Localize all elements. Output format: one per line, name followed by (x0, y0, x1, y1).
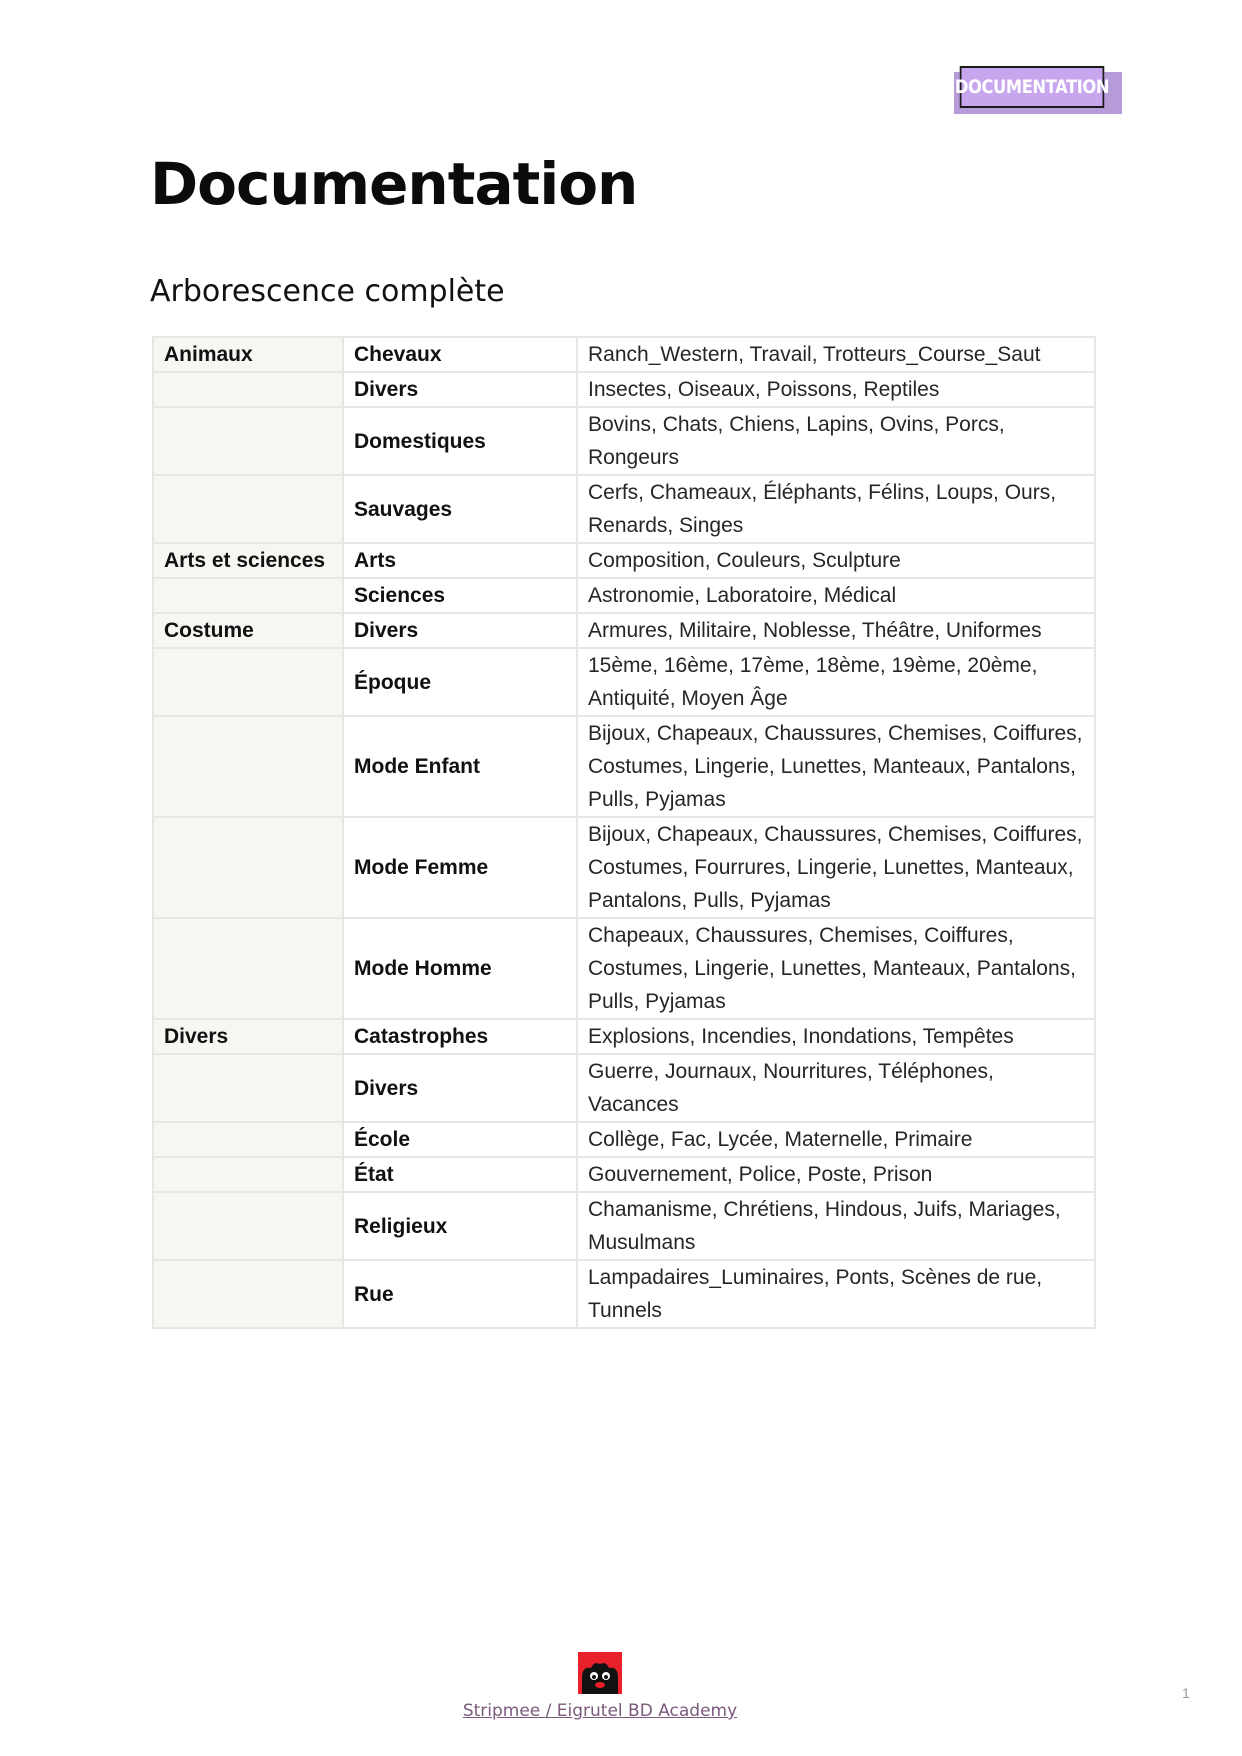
table-row (153, 1019, 1095, 1054)
subcategory-cell: Catastrophes (343, 1019, 577, 1054)
category-cell: Divers (153, 1019, 343, 1054)
section-title: Arborescence complète (150, 274, 505, 309)
table-row (153, 613, 1095, 648)
items-cell: Gouvernement, Police, Poste, Prison (577, 1157, 1095, 1192)
subcategory-cell: École (343, 1122, 577, 1157)
items-cell: Astronomie, Laboratoire, Médical (577, 578, 1095, 613)
category-cell (153, 918, 343, 1019)
page-number: 1 (1182, 1685, 1190, 1701)
category-cell (153, 716, 343, 817)
category-cell (153, 1157, 343, 1192)
subcategory-cell: Divers (343, 1054, 577, 1122)
category-cell: Arts et sciences (153, 543, 343, 578)
category-cell: Animaux (153, 337, 343, 372)
items-cell: Bovins, Chats, Chiens, Lapins, Ovins, Porcs, Rongeurs (577, 407, 1095, 475)
table-row (153, 1054, 1095, 1122)
table-row (153, 337, 1095, 372)
monster-logo-icon (578, 1652, 622, 1699)
subcategory-cell: Arts (343, 543, 577, 578)
category-cell (153, 475, 343, 543)
items-cell: Chapeaux, Chaussures, Chemises, Coiffures, Costumes, Lingerie, Lunettes, Manteaux, Pantalons, Pulls, Pyjamas (577, 918, 1095, 1019)
items-cell: Insectes, Oiseaux, Poissons, Reptiles (577, 372, 1095, 407)
subcategory-cell: Mode Femme (343, 817, 577, 918)
subcategory-cell: Sauvages (343, 475, 577, 543)
table-row (153, 1122, 1095, 1157)
category-cell: Costume (153, 613, 343, 648)
category-cell (153, 648, 343, 716)
table-row (153, 1192, 1095, 1260)
items-cell: Collège, Fac, Lycée, Maternelle, Primaire (577, 1122, 1095, 1157)
category-tree-body (153, 337, 1095, 1328)
table-row (153, 1157, 1095, 1192)
category-tree-table (152, 336, 1096, 1329)
footer-credit-link[interactable]: Stripmee / Eigrutel BD Academy (462, 1701, 738, 1721)
category-cell (153, 1192, 343, 1260)
subcategory-cell: Époque (343, 648, 577, 716)
items-cell: Bijoux, Chapeaux, Chaussures, Chemises, Coiffures, Costumes, Lingerie, Lunettes, Manteaux, Pantalons, Pulls, Pyjamas (577, 716, 1095, 817)
category-cell (153, 578, 343, 613)
table-row (153, 918, 1095, 1019)
table-row (153, 578, 1095, 613)
items-cell: Composition, Couleurs, Sculpture (577, 543, 1095, 578)
table-row (153, 648, 1095, 716)
badge-label: DOCUMENTATION (960, 66, 1104, 108)
category-cell (153, 372, 343, 407)
items-cell: Ranch_Western, Travail, Trotteurs_Course_Saut (577, 337, 1095, 372)
items-cell: 15ème, 16ème, 17ème, 18ème, 19ème, 20ème, Antiquité, Moyen Âge (577, 648, 1095, 716)
category-cell (153, 1054, 343, 1122)
subcategory-cell: Mode Enfant (343, 716, 577, 817)
table-row (153, 1260, 1095, 1328)
items-cell: Chamanisme, Chrétiens, Hindous, Juifs, Mariages, Musulmans (577, 1192, 1095, 1260)
items-cell: Bijoux, Chapeaux, Chaussures, Chemises, Coiffures, Costumes, Fourrures, Lingerie, Lunettes, Manteaux, Pantalons, Pulls, Pyjamas (577, 817, 1095, 918)
subcategory-cell: Mode Homme (343, 918, 577, 1019)
page-title: Documentation (150, 150, 638, 218)
table-row (153, 407, 1095, 475)
table-row (153, 716, 1095, 817)
documentation-badge (948, 66, 1116, 108)
table-row (153, 475, 1095, 543)
category-cell (153, 407, 343, 475)
items-cell: Explosions, Incendies, Inondations, Tempêtes (577, 1019, 1095, 1054)
table-row (153, 817, 1095, 918)
category-cell (153, 1260, 343, 1328)
subcategory-cell: Divers (343, 372, 577, 407)
table-row (153, 372, 1095, 407)
subcategory-cell: Sciences (343, 578, 577, 613)
footer (0, 1652, 1200, 1721)
table-row (153, 543, 1095, 578)
category-cell (153, 1122, 343, 1157)
items-cell: Guerre, Journaux, Nourritures, Téléphones, Vacances (577, 1054, 1095, 1122)
subcategory-cell: Divers (343, 613, 577, 648)
items-cell: Cerfs, Chameaux, Éléphants, Félins, Loups, Ours, Renards, Singes (577, 475, 1095, 543)
items-cell: Lampadaires_Luminaires, Ponts, Scènes de rue, Tunnels (577, 1260, 1095, 1328)
items-cell: Armures, Militaire, Noblesse, Théâtre, Uniformes (577, 613, 1095, 648)
subcategory-cell: Chevaux (343, 337, 577, 372)
subcategory-cell: Domestiques (343, 407, 577, 475)
subcategory-cell: Religieux (343, 1192, 577, 1260)
subcategory-cell: État (343, 1157, 577, 1192)
category-cell (153, 817, 343, 918)
subcategory-cell: Rue (343, 1260, 577, 1328)
